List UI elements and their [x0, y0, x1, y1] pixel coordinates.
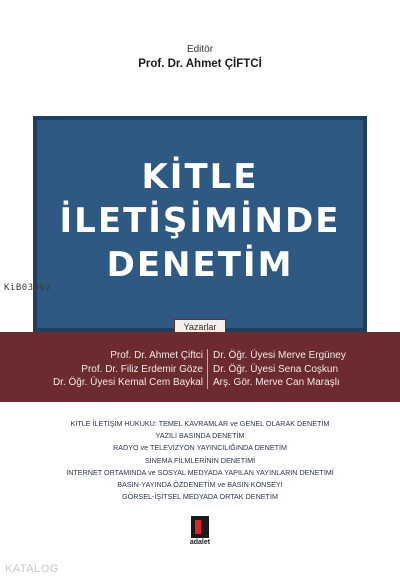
editor-name: Prof. Dr. Ahmet ÇİFTCİ	[138, 58, 262, 70]
title-panel	[33, 116, 367, 332]
title-line-1: KİTLE	[141, 157, 259, 197]
title-line-3: DENETİM	[106, 245, 294, 285]
topic-item: YAZILI BASINDA DENETİM	[155, 431, 245, 441]
catalog-code: KiB03962	[4, 283, 52, 293]
topic-item: KİTLE İLETİŞİM HUKUKU: TEMEL KAVRAMLAR ve GENEL OLARAK DENETİM	[70, 419, 330, 428]
topic-item: GÖRSEL-İŞİTSEL MEDYADA ORTAK DENETİM	[122, 492, 278, 502]
authors-right-column	[213, 349, 400, 390]
author-name: Prof. Dr. Ahmet Çiftci	[110, 350, 203, 361]
topic-item: SİNEMA FİLMLERİNİN DENETİMİ	[144, 455, 256, 465]
topics-list	[0, 418, 400, 503]
title-line-2: İLETİŞİMİNDE	[59, 201, 341, 241]
editor-label: Editör	[186, 44, 214, 55]
authors-tag: Yazarlar	[174, 319, 226, 333]
author-name: Prof. Dr. Filiz Erdemir Göze	[81, 363, 203, 375]
topic-item: BASIN-YAYINDA ÖZDENETİM ve BASIN KONSEYİ	[117, 480, 283, 490]
logo-mark	[195, 520, 201, 534]
topic-item: İNTERNET ORTAMINDA ve SOSYAL MEDYADA YAPILAN YAYINLARIN DENETİMİ	[66, 467, 334, 477]
adalet-logo-icon	[191, 516, 209, 538]
authors-divider	[207, 349, 208, 389]
author-name: Dr. Öğr. Üyesi Merve Ergüney	[213, 350, 346, 361]
author-name: Arş. Gör. Merve Can Maraşlı	[213, 377, 340, 388]
katalog-watermark: KATALOG	[5, 563, 59, 575]
authors-left-column	[0, 349, 203, 390]
topic-item: RADYO ve TELEVİZYON YAYINCILIĞINDA DENETİM	[112, 443, 287, 453]
author-name: Dr. Öğr. Üyesi Kemal Cem Baykal	[52, 377, 203, 388]
publisher-name: adalet	[189, 539, 211, 546]
author-name: Dr. Öğr. Üyesi Sena Coşkun	[213, 363, 339, 375]
